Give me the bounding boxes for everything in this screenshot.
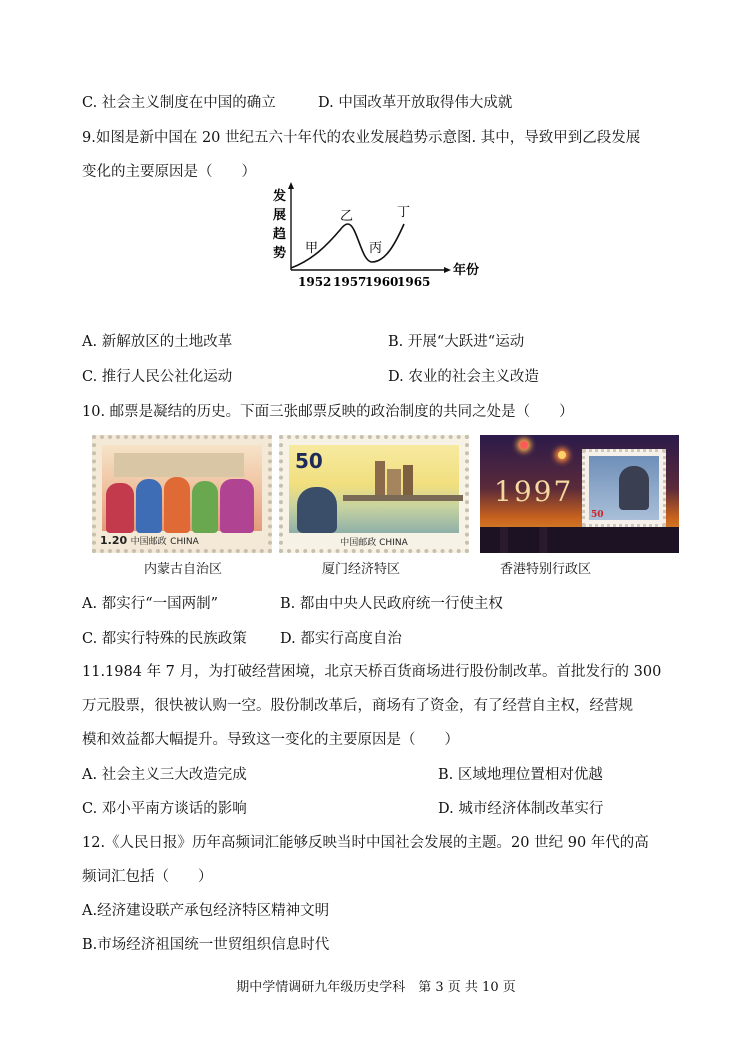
question-11-line2: 万元股票，很快被认购一空。股份制改革后，商场有了资金，有了经营自主权，经营规 — [82, 698, 633, 714]
x-axis-label: 年份 — [453, 263, 480, 278]
question-9-stem-line1: 9.如图是新中国在 20 世纪五六十年代的农业发展趋势示意图. 其中，导致甲到乙段发展 — [82, 130, 641, 146]
question-9-stem-line2: 变化的主要原因是（ ） — [82, 164, 256, 180]
page-footer: 期中学情调研九年级历史学科 第 3 页 共 10 页 — [236, 980, 516, 995]
stamp-country: CHINA — [170, 537, 199, 547]
stamp-caption: 厦门经济特区 — [322, 562, 401, 577]
point-label-ding: 丁 — [397, 205, 411, 220]
stamp-xiamen — [279, 435, 469, 553]
point-label-jia: 甲 — [305, 241, 319, 256]
question-12-line1: 12.《人民日报》历年高频词汇能够反映当时中国社会发展的主题。20 世纪 90 年代的高 — [82, 835, 649, 851]
option-8d: D. 中国改革开放取得伟大成就 — [318, 95, 513, 111]
stamp-face-value: 50 — [591, 510, 604, 520]
option-10d: D. 都实行高度自治 — [280, 631, 402, 647]
stamp-country: CHINA — [379, 538, 408, 548]
option-9c: C. 推行人民公社化运动 — [82, 369, 233, 385]
option-10b: B. 都由中央人民政府统一行使主权 — [280, 596, 503, 612]
x-axis-arrow — [444, 267, 451, 273]
option-12a: A.经济建设联产承包经济特区精神文明 — [82, 903, 330, 919]
stamp-inner-mongolia — [92, 435, 272, 553]
option-9a: A. 新解放区的土地改革 — [82, 334, 233, 350]
y-axis-arrow — [288, 182, 294, 189]
stamp-hongkong — [480, 435, 679, 553]
question-11-line1: 11.1984 年 7 月，为打破经营困境，北京天桥百货商场进行股份制改革。首批发行的 300 — [82, 664, 662, 680]
option-10c: C. 都实行特殊的民族政策 — [82, 631, 247, 647]
option-11b: B. 区域地理位置相对优越 — [438, 767, 603, 783]
y-axis-label-char: 发 — [273, 189, 287, 204]
stamp-caption: 内蒙古自治区 — [144, 562, 223, 577]
stamp-year: 1997 — [494, 475, 574, 508]
option-11d: D. 城市经济体制改革实行 — [438, 801, 604, 817]
point-label-bing: 丙 — [369, 241, 383, 256]
point-label-yi: 乙 — [340, 209, 354, 224]
option-12b: B.市场经济祖国统一世贸组织信息时代 — [82, 937, 330, 953]
question-10-stem: 10. 邮票是凝结的历史。下面三张邮票反映的政治制度的共同之处是（ ） — [82, 404, 574, 420]
option-9d: D. 农业的社会主义改造 — [388, 369, 539, 385]
x-tick-label: 1965 — [397, 275, 431, 289]
y-axis-label-char: 展 — [273, 208, 287, 223]
x-tick-label: 1960 — [365, 275, 399, 289]
x-tick-label: 1957 — [333, 275, 367, 289]
option-9b: B. 开展“大跃进“运动 — [388, 334, 525, 350]
stamp-post-text: 中国邮政 — [130, 537, 167, 547]
agriculture-trend-chart — [268, 182, 488, 292]
stamp-post-text: 中国邮政 — [340, 538, 377, 548]
option-11c: C. 邓小平南方谈话的影响 — [82, 801, 247, 817]
option-11a: A. 社会主义三大改造完成 — [82, 767, 247, 783]
stamp-face-value: 50 — [295, 449, 323, 473]
stamp-caption: 香港特别行政区 — [500, 562, 592, 577]
stamp-face-value: 1.20 — [100, 534, 128, 547]
y-axis-label-char: 趋 — [273, 227, 287, 242]
question-12-line2: 频词汇包括（ ） — [82, 869, 213, 885]
x-tick-label: 1952 — [298, 275, 332, 289]
option-10a: A. 都实行“一国两制” — [82, 596, 219, 612]
y-axis-label-char: 势 — [273, 246, 287, 261]
question-11-line3: 模和效益都大幅提升。导致这一变化的主要原因是（ ） — [82, 732, 459, 748]
option-8c: C. 社会主义制度在中国的确立 — [82, 95, 276, 111]
